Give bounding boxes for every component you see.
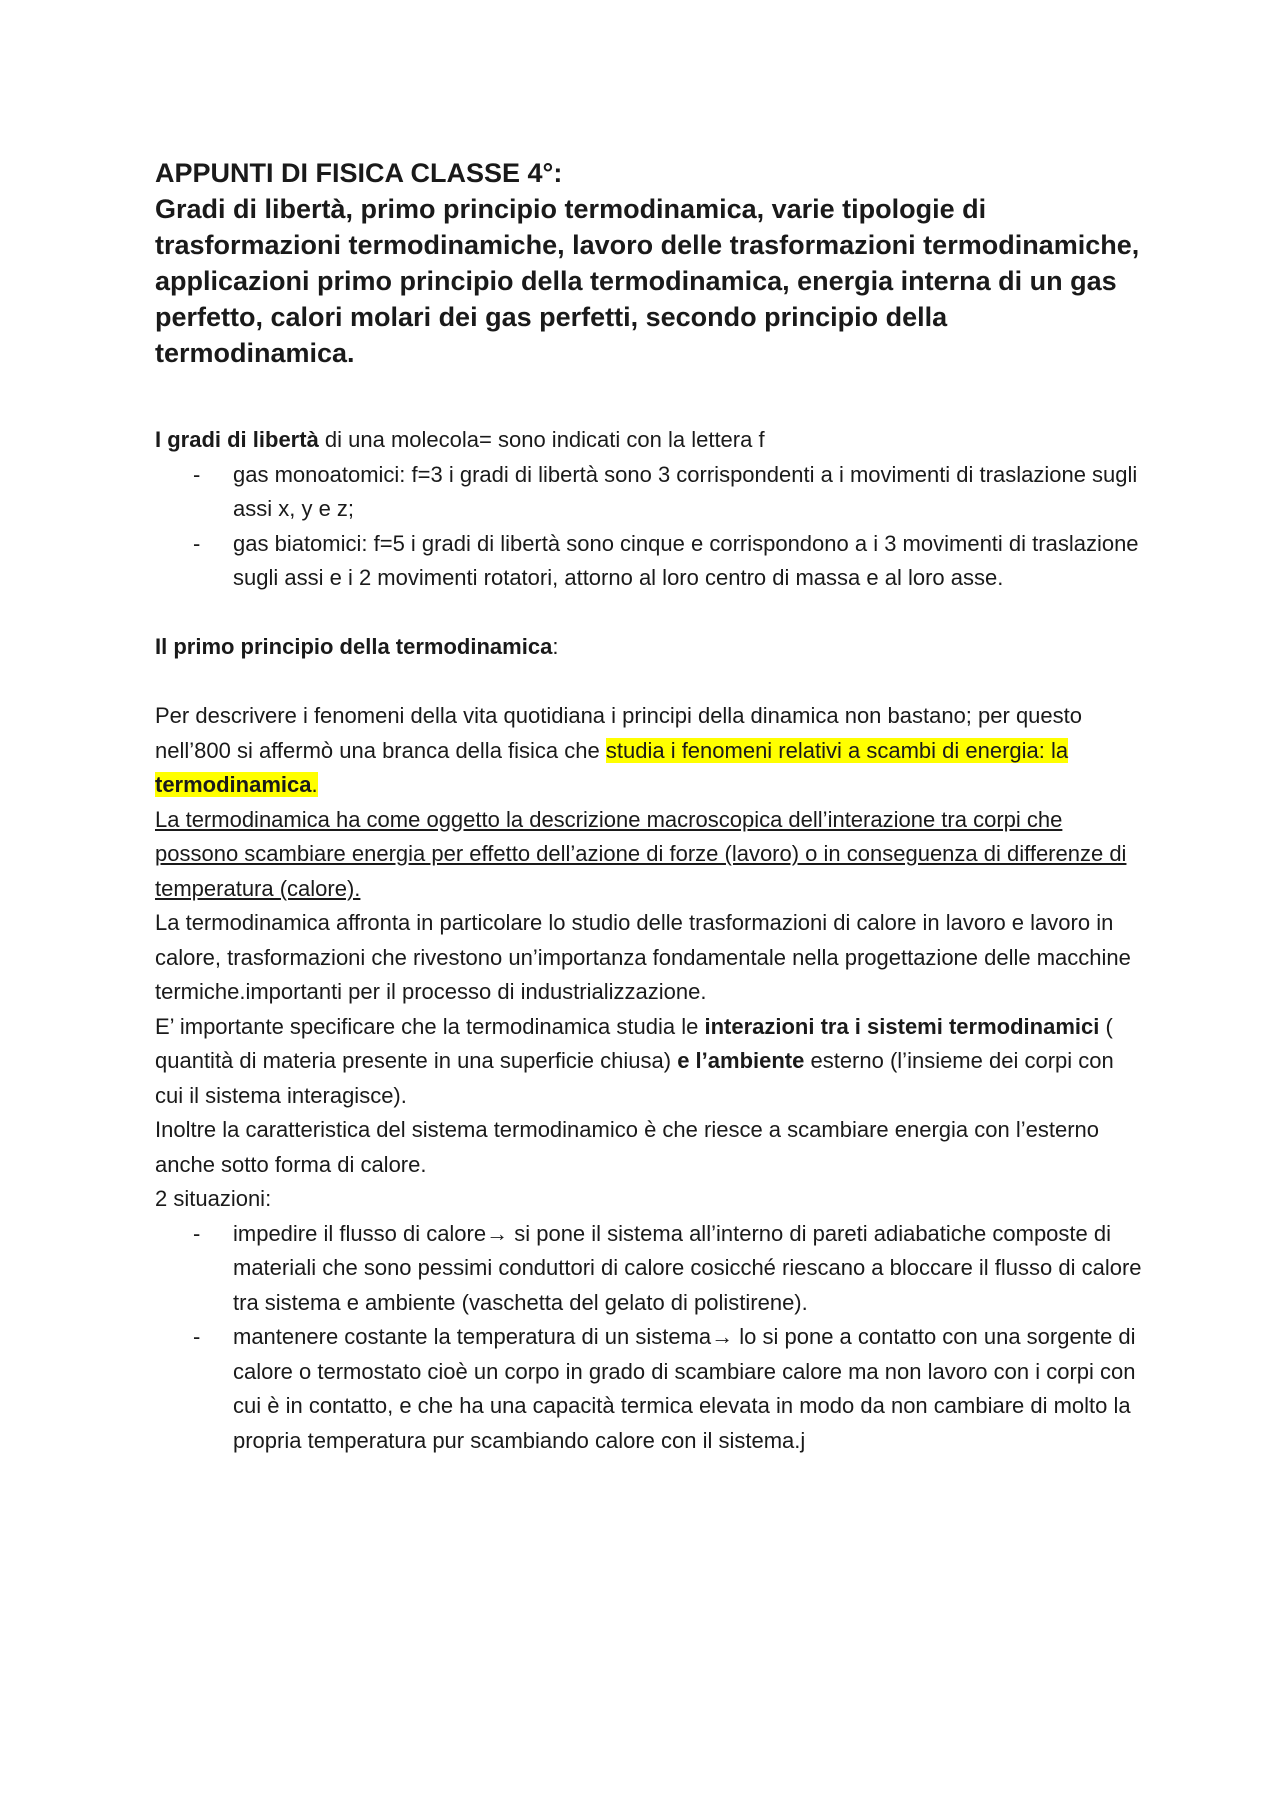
p4-bold-b: interazioni tra i sistemi termodinamici: [704, 1013, 1100, 1039]
document-subtitle: Gradi di libertà, primo principio termodinamica, varie tipologie di trasformazioni termodinamiche, lavoro delle trasformazioni termodinamiche, applicazioni primo principio della termodinamica, energia interna di un gas perfetto, calori molari dei gas perfetti, secondo principio della termodinamica.: [155, 194, 1140, 368]
gradi-list: [155, 458, 1145, 596]
primo-heading-colon: :: [552, 634, 559, 659]
document-page: [155, 155, 1145, 1458]
primo-paragraph-1: [155, 699, 1145, 803]
p1-highlight-end: .: [311, 772, 318, 797]
spacer: [155, 596, 1145, 631]
gradi-intro-bold: I gradi di libertà: [155, 427, 319, 452]
p1-text: Per descrivere i fenomeni della vita quotidiana i principi della dinamica non bastano; per questo nell’800 si affermò una branca della fisica che: [155, 703, 1082, 763]
p4-text-e: esterno (l’insieme dei corpi con cui il sistema interagisce).: [155, 1048, 1114, 1108]
p1-highlight-bold: termodinamica: [155, 772, 312, 797]
situazioni-list: [155, 1217, 1145, 1459]
primo-heading: [155, 630, 1145, 665]
list-item: - mantenere costante la temperatura di un sistema→ lo si pone a contatto con una sorgente di calore o termostato cioè un corpo in grado di scambiare calore ma non lavoro con i corpi con cui è in contatto, e che ha una capacità termica elevata in modo da non cambiare di molto la propria temperatura pur scambiando calore con il sistema.j: [233, 1320, 1145, 1458]
p4-bold-d: e l’ambiente: [677, 1048, 805, 1073]
primo-paragraph-4: [155, 1010, 1145, 1114]
primo-paragraph-2: La termodinamica ha come oggetto la descrizione macroscopica dell’interazione tra corpi che possono scambiare energia per effetto dell’azione di forze (lavoro) o in conseguenza di differenze di temperatura (calore).: [155, 806, 1127, 901]
list-item: - gas biatomici: f=5 i gradi di libertà sono cinque e corrispondono a i 3 movimenti di traslazione sugli assi e i 2 movimenti rotatori, attorno al loro centro di massa e al loro asse.: [233, 527, 1145, 596]
p1-highlight-text: studia i fenomeni relativi a scambi di energia: la: [605, 737, 1069, 763]
primo-paragraph-5: Inoltre la caratteristica del sistema termodinamico è che riesce a scambiare energia con l’esterno anche sotto forma di calore.: [155, 1117, 1099, 1177]
primo-paragraph-3: La termodinamica affronta in particolare lo studio delle trasformazioni di calore in lavoro e lavoro in calore, trasformazioni che rivestono un’importanza fondamentale nella progettazione delle macchine termiche.importanti per il processo di industrializzazione.: [155, 910, 1131, 1004]
spacer: [155, 371, 1145, 423]
spacer: [155, 665, 1145, 700]
list-item: - impedire il flusso di calore→ si pone il sistema all’interno di pareti adiabatiche composte di materiali che sono pessimi conduttori di calore cosicché riescano a bloccare il flusso di calore tra sistema e ambiente (vaschetta del gelato di polistirene).: [233, 1217, 1145, 1321]
p4-text-c: ( quantità di materia presente in una superficie chiusa): [155, 1013, 1113, 1073]
gradi-intro-text: di una molecola= sono indicati con la lettera f: [318, 427, 765, 452]
gradi-intro: [155, 423, 1145, 458]
primo-paragraph-6: 2 situazioni:: [155, 1186, 272, 1211]
p4-text-a: E’ importante specificare che la termodinamica studia le: [155, 1013, 705, 1039]
list-item: - gas monoatomici: f=3 i gradi di libertà sono 3 corrispondenti a i movimenti di traslazione sugli assi x, y e z;: [233, 458, 1145, 527]
primo-heading-bold: Il primo principio della termodinamica: [155, 634, 553, 659]
document-title: APPUNTI DI FISICA CLASSE 4°:: [155, 158, 563, 188]
